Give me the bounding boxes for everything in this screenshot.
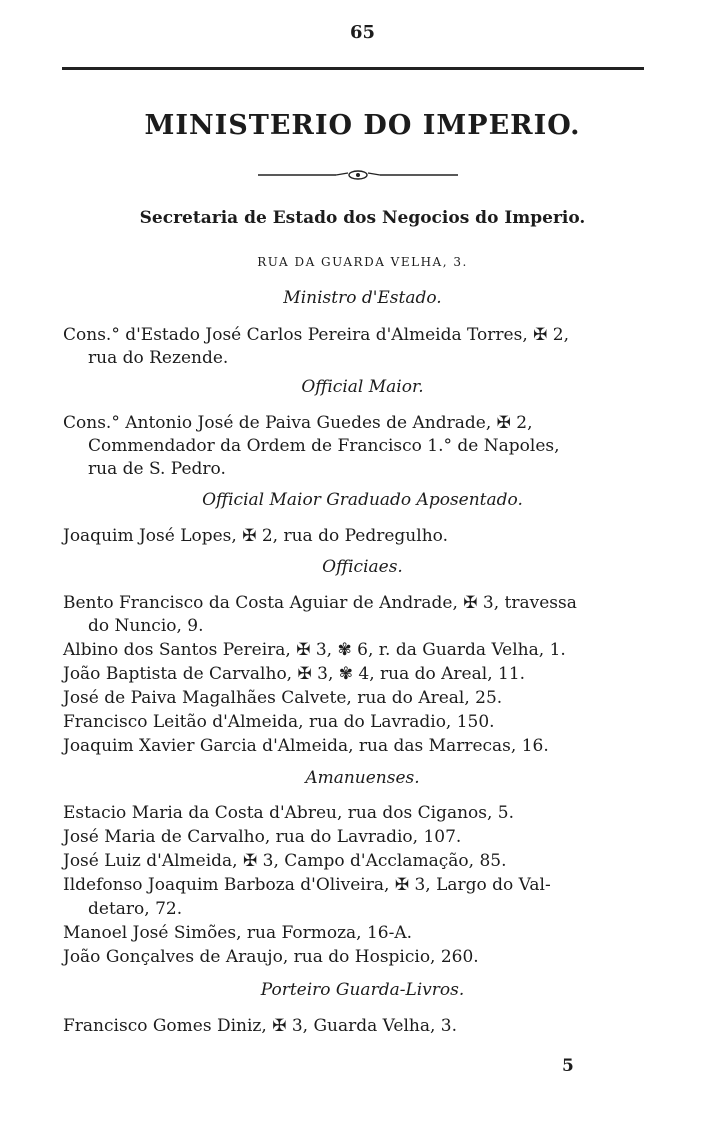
entry-line: Cons.° Antonio José de Paiva Guedes de Andrade, ✠ 2,: [63, 413, 533, 433]
entry-line: Cons.° d'Estado José Carlos Pereira d'Almeida Torres, ✠ 2,: [63, 325, 570, 345]
entry-line: rua do Rezende.: [88, 348, 229, 368]
entry-line: José Maria de Carvalho, rua do Lavradio, 107.: [63, 827, 462, 847]
page-title: MINISTERIO DO IMPERIO.: [144, 110, 581, 141]
entry-line: Joaquim Xavier Garcia d'Almeida, rua das Marrecas, 16.: [63, 736, 549, 756]
signature-mark: 5: [562, 1056, 574, 1076]
entry-line: detaro, 72.: [88, 899, 183, 919]
entry-line: Commendador da Ordem de Francisco 1.° de Napoles,: [88, 436, 560, 456]
ornament-divider: [258, 168, 458, 182]
section-heading-amanuenses: Amanuenses.: [305, 768, 420, 788]
entry-line: José de Paiva Magalhães Calvete, rua do Areal, 25.: [63, 688, 503, 708]
entry-line: José Luiz d'Almeida, ✠ 3, Campo d'Acclamação, 85.: [63, 851, 507, 871]
section-heading-ministro: Ministro d'Estado.: [283, 288, 442, 308]
entry-line: Joaquim José Lopes, ✠ 2, rua do Pedregulho.: [63, 526, 448, 546]
header-rule: [62, 67, 644, 70]
page-number: 65: [349, 22, 376, 43]
entry-line: Francisco Gomes Diniz, ✠ 3, Guarda Velha, 3.: [63, 1016, 457, 1036]
section-heading-oficial-maior: Official Maior.: [301, 377, 424, 397]
entry-line: João Baptista de Carvalho, ✠ 3, ✾ 4, rua do Areal, 11.: [63, 664, 526, 684]
entry-line: Ildefonso Joaquim Barboza d'Oliveira, ✠ 3, Largo do Val-: [63, 875, 551, 895]
entry-line: Albino dos Santos Pereira, ✠ 3, ✾ 6, r. da Guarda Velha, 1.: [63, 640, 566, 660]
entry-line: Manoel José Simões, rua Formoza, 16-A.: [63, 923, 413, 943]
entry-line: João Gonçalves de Araujo, rua do Hospicio, 260.: [63, 947, 479, 967]
address-line: RUA DA GUARDA VELHA, 3.: [257, 255, 468, 269]
secretaria-heading: Secretaria de Estado dos Negocios do Imperio.: [139, 208, 586, 228]
section-heading-officiaes: Officiaes.: [322, 557, 403, 577]
entry-line: Bento Francisco da Costa Aguiar de Andrade, ✠ 3, travessa: [63, 593, 577, 613]
section-heading-porteiro: Porteiro Guarda-Livros.: [260, 980, 465, 1000]
entry-line: Estacio Maria da Costa d'Abreu, rua dos Ciganos, 5.: [63, 803, 515, 823]
entry-line: Francisco Leitão d'Almeida, rua do Lavradio, 150.: [63, 712, 495, 732]
section-heading-graduado: Official Maior Graduado Aposentado.: [202, 490, 523, 510]
entry-line: do Nuncio, 9.: [88, 616, 204, 636]
entry-line: rua de S. Pedro.: [88, 459, 226, 479]
